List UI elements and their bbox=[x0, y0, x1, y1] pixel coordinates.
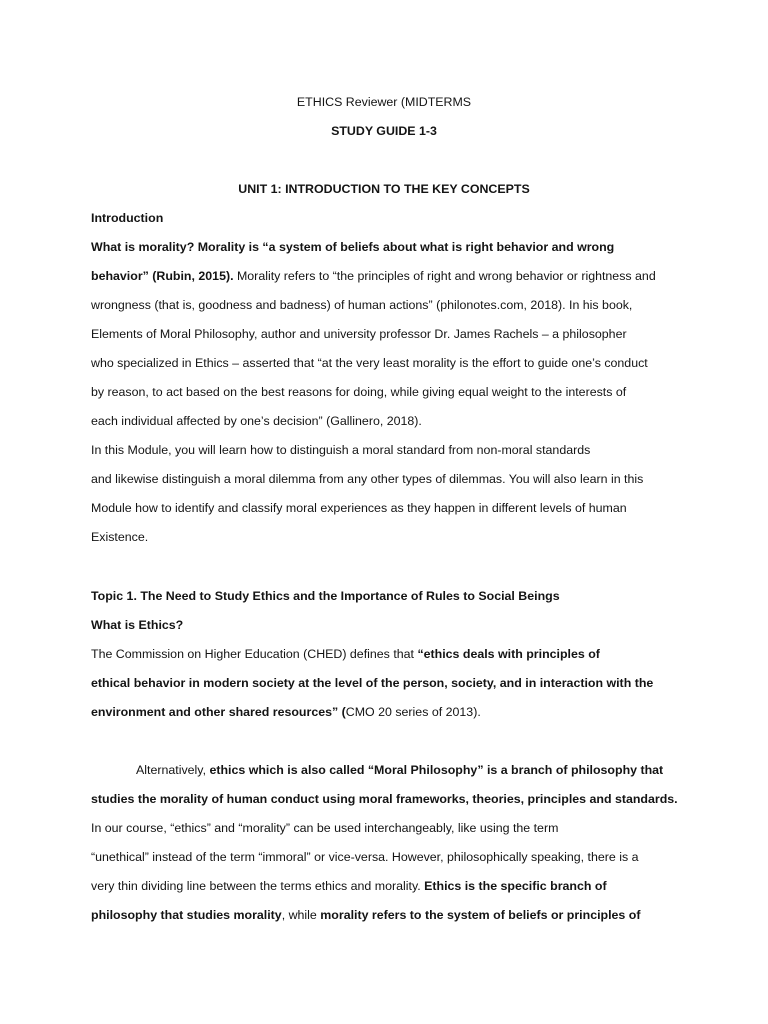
topic1-line-1-plain: The Commission on Higher Education (CHED) defines that bbox=[91, 647, 418, 661]
topic1-line-3-bold: environment and other shared resources” ( bbox=[91, 705, 346, 719]
intro-heading: Introduction bbox=[91, 211, 164, 225]
para2-line-1 bbox=[136, 762, 663, 778]
para2-line-6-bold-a: philosophy that studies morality bbox=[91, 908, 282, 922]
para2-line-2: studies the morality of human conduct using moral frameworks, theories, principles and standards. bbox=[91, 792, 678, 806]
unit-heading: UNIT 1: INTRODUCTION TO THE KEY CONCEPTS bbox=[238, 182, 530, 196]
para2-line-6-plain: , while bbox=[281, 908, 321, 922]
intro-line-2-bold: behavior” (Rubin, 2015). bbox=[91, 269, 234, 283]
para2-line-1-plain: Alternatively, bbox=[136, 763, 210, 777]
intro-line-7: each individual affected by one’s decision” (Gallinero, 2018). bbox=[91, 414, 422, 428]
para2-line-5 bbox=[91, 878, 607, 894]
para2-line-6-bold-b: morality refers to the system of beliefs or principles of bbox=[320, 908, 641, 922]
para2-line-3: In our course, “ethics” and “morality” can be used interchangeably, like using the term bbox=[91, 821, 559, 835]
intro-line-1: What is morality? Morality is “a system of beliefs about what is right behavior and wrong bbox=[91, 240, 615, 254]
intro-line-4: Elements of Moral Philosophy, author and university professor Dr. James Rachels – a philosopher bbox=[91, 327, 627, 341]
intro-line-10: Module how to identify and classify moral experiences as they happen in different levels of human bbox=[91, 501, 627, 515]
para2-line-4: “unethical” instead of the term “immoral” or vice-versa. However, philosophically speaking, there is a bbox=[91, 850, 639, 864]
intro-line-6: by reason, to act based on the best reasons for doing, while giving equal weight to the interests of bbox=[91, 385, 627, 399]
para2-line-5-plain: very thin dividing line between the terms ethics and morality. bbox=[91, 879, 425, 893]
intro-line-9: and likewise distinguish a moral dilemma from any other types of dilemmas. You will also learn in this bbox=[91, 472, 644, 486]
topic1-line-3-citation: CMO 20 series of 2013 bbox=[345, 705, 474, 719]
topic1-line-1-bold: “ethics deals with principles of bbox=[417, 647, 600, 661]
topic1-heading: Topic 1. The Need to Study Ethics and the Importance of Rules to Social Beings bbox=[91, 589, 560, 603]
para2-line-5-bold: Ethics is the specific branch of bbox=[424, 879, 607, 893]
intro-line-2-rest: Morality refers to “the principles of right and wrong behavior or rightness and bbox=[233, 269, 656, 283]
intro-line-2 bbox=[91, 268, 656, 284]
topic1-line-2: ethical behavior in modern society at the level of the person, society, and in interaction with the bbox=[91, 676, 654, 690]
topic1-subheading: What is Ethics? bbox=[91, 618, 184, 632]
para2-line-6 bbox=[91, 907, 640, 923]
topic1-line-3 bbox=[91, 704, 481, 720]
intro-line-11: Existence. bbox=[91, 530, 149, 544]
document-title: ETHICS Reviewer (MIDTERMS bbox=[296, 95, 472, 109]
topic1-line-3-end: ). bbox=[473, 705, 481, 719]
para2-line-1-bold: ethics which is also called “Moral Philosophy” is a branch of philosophy that bbox=[209, 763, 664, 777]
topic1-line-1 bbox=[91, 646, 600, 662]
intro-line-8: In this Module, you will learn how to distinguish a moral standard from non-moral standards bbox=[91, 443, 591, 457]
document-subtitle: STUDY GUIDE 1-3 bbox=[331, 124, 437, 138]
intro-line-3: wrongness (that is, goodness and badness) of human actions” (philonotes.com, 2018). In his book, bbox=[91, 298, 633, 312]
intro-line-5: who specialized in Ethics – asserted that “at the very least morality is the effort to guide one’s conduct bbox=[91, 356, 648, 370]
